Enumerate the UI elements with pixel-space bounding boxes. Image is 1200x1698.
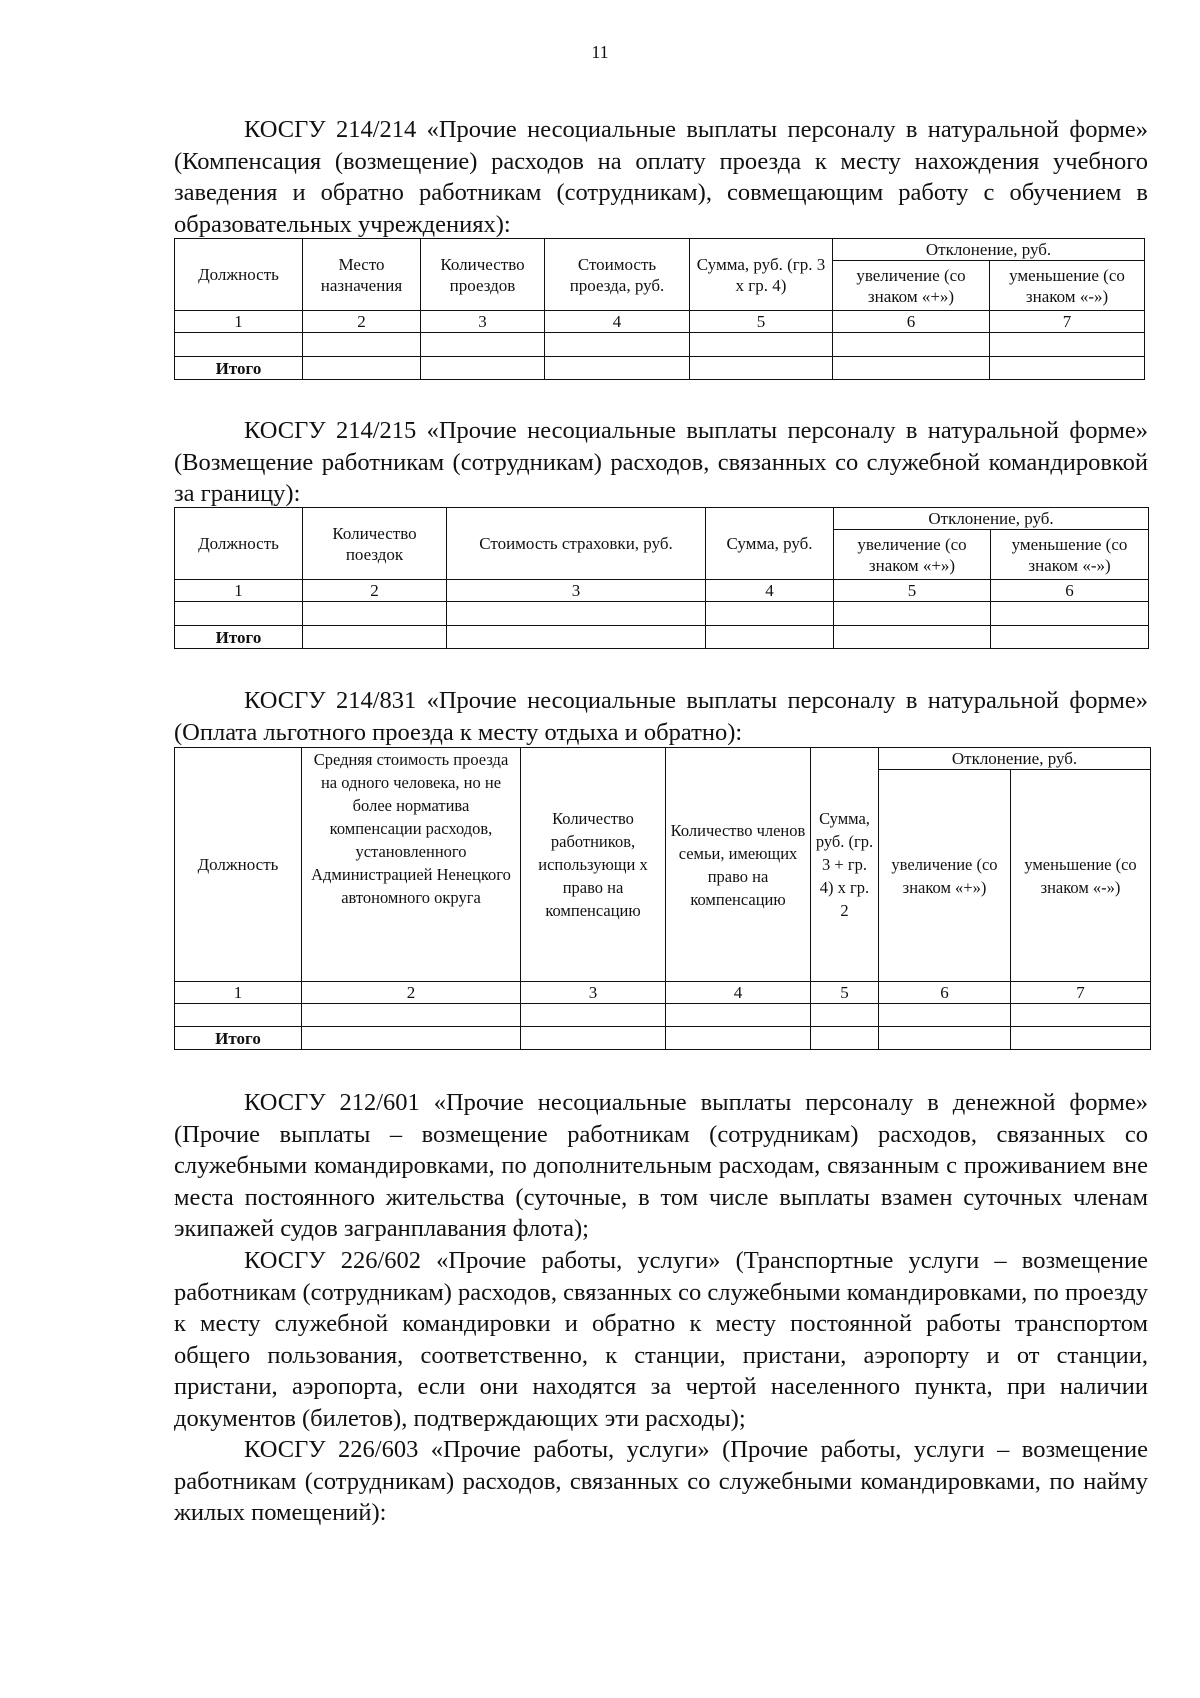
column-number: 4 (706, 580, 834, 602)
empty-row (175, 1004, 1151, 1027)
header-insurance: Стоимость страховки, руб. (447, 508, 706, 580)
column-number: 3 (421, 311, 545, 333)
header-deviation: Отклонение, руб. (833, 239, 1145, 261)
header-family: Количество членов семьи, имеющих право на компенсацию (666, 748, 811, 982)
paragraph-226-602: КОСГУ 226/602 «Прочие работы, услуги» (Транспортные услуги – возмещение работникам (сотрудникам) расходов, связанных со служебными командировками, по проезду к месту служебной командировки и обратно к месту постоянной работы транспортом общего пользования, соответственно, к станции, пристани, аэропорту и от станции, пристани, аэропорта, если они находятся за чертой населенного пункта, при наличии документов (билетов), подтверждающих эти расходы); (174, 1247, 1148, 1432)
header-workers: Количество работников, использующи х право на компенсацию (521, 748, 666, 982)
page-number: 11 (591, 42, 609, 62)
column-number: 1 (175, 580, 303, 602)
column-number: 4 (666, 982, 811, 1004)
header-sum: Сумма, руб. (гр. 3 х гр. 4) (690, 239, 833, 311)
total-label: Итого (175, 357, 303, 380)
column-number: 6 (879, 982, 1011, 1004)
section3-heading: КОСГУ 214/831 «Прочие несоциальные выплаты персоналу в натуральной форме» (Оплата льготного проезда к месту отдыха и обратно): (174, 687, 1148, 746)
header-sum: Сумма, руб. (706, 508, 834, 580)
total-row (175, 626, 1149, 649)
column-number: 2 (302, 982, 521, 1004)
column-numbers-row (175, 311, 1145, 333)
header-decrease: уменьшение (со знаком «-») (991, 530, 1149, 580)
column-number: 2 (303, 580, 447, 602)
column-number: 1 (175, 982, 302, 1004)
header-decrease: уменьшение (со знаком «-») (1011, 770, 1151, 982)
column-number: 2 (303, 311, 421, 333)
paragraph-226-603: КОСГУ 226/603 «Прочие работы, услуги» (Прочие работы, услуги – возмещение работникам (сотрудникам) расходов, связанных со служебными командировками, по найму жилых помещений): (174, 1436, 1148, 1526)
total-label: Итого (175, 626, 303, 649)
empty-row (175, 602, 1149, 626)
header-average-cost: Средняя стоимость проезда на одного человека, но не более норматива компенсации расходов, установленного Администрацией Ненецкого автономного округа (302, 748, 521, 982)
total-row (175, 1027, 1151, 1050)
header-position: Должность (175, 239, 303, 311)
header-decrease: уменьшение (со знаком «-») (990, 261, 1145, 311)
column-number: 6 (991, 580, 1149, 602)
column-number: 7 (990, 311, 1145, 333)
total-row (175, 357, 1145, 380)
table-214-214 (174, 238, 1145, 380)
column-number: 5 (834, 580, 991, 602)
header-trips: Количество поездок (303, 508, 447, 580)
header-position: Должность (175, 748, 302, 982)
column-number: 6 (833, 311, 990, 333)
header-increase: увеличение (со знаком «+») (833, 261, 990, 311)
column-numbers-row (175, 982, 1151, 1004)
paragraph-212-601: КОСГУ 212/601 «Прочие несоциальные выплаты персоналу в денежной форме» (Прочие выплаты – возмещение работникам (сотрудникам) расходов, связанных со служебными командировками, по дополнительным расходам, связанным с проживанием вне места постоянного жительства (суточные, в том числе выплаты взамен суточных членам экипажей судов загранплавания флота); (174, 1089, 1148, 1242)
column-number: 3 (447, 580, 706, 602)
header-fare: Стоимость проезда, руб. (545, 239, 690, 311)
header-increase: увеличение (со знаком «+») (879, 770, 1011, 982)
table-214-215 (174, 507, 1149, 649)
total-label: Итого (175, 1027, 302, 1050)
empty-row (175, 333, 1145, 357)
header-sum: Сумма, руб. (гр. 3 + гр. 4) х гр. 2 (811, 748, 879, 982)
header-deviation: Отклонение, руб. (834, 508, 1149, 530)
column-numbers-row (175, 580, 1149, 602)
section1-heading: КОСГУ 214/214 «Прочие несоциальные выплаты персоналу в натуральной форме» (Компенсация (возмещение) расходов на оплату проезда к месту нахождения учебного заведения и обратно работникам (сотрудникам), совмещающим работу с обучением в образовательных учреждениях): (174, 116, 1148, 238)
column-number: 4 (545, 311, 690, 333)
header-deviation: Отклонение, руб. (879, 748, 1151, 770)
column-number: 5 (690, 311, 833, 333)
header-position: Должность (175, 508, 303, 580)
column-number: 7 (1011, 982, 1151, 1004)
header-trips: Количество проездов (421, 239, 545, 311)
column-number: 3 (521, 982, 666, 1004)
column-number: 1 (175, 311, 303, 333)
section2-heading: КОСГУ 214/215 «Прочие несоциальные выплаты персоналу в натуральной форме» (Возмещение работникам (сотрудникам) расходов, связанных со служебной командировкой за границу): (174, 417, 1148, 507)
header-destination: Место назначения (303, 239, 421, 311)
header-increase: увеличение (со знаком «+») (834, 530, 991, 580)
table-214-831 (174, 747, 1151, 1050)
column-number: 5 (811, 982, 879, 1004)
